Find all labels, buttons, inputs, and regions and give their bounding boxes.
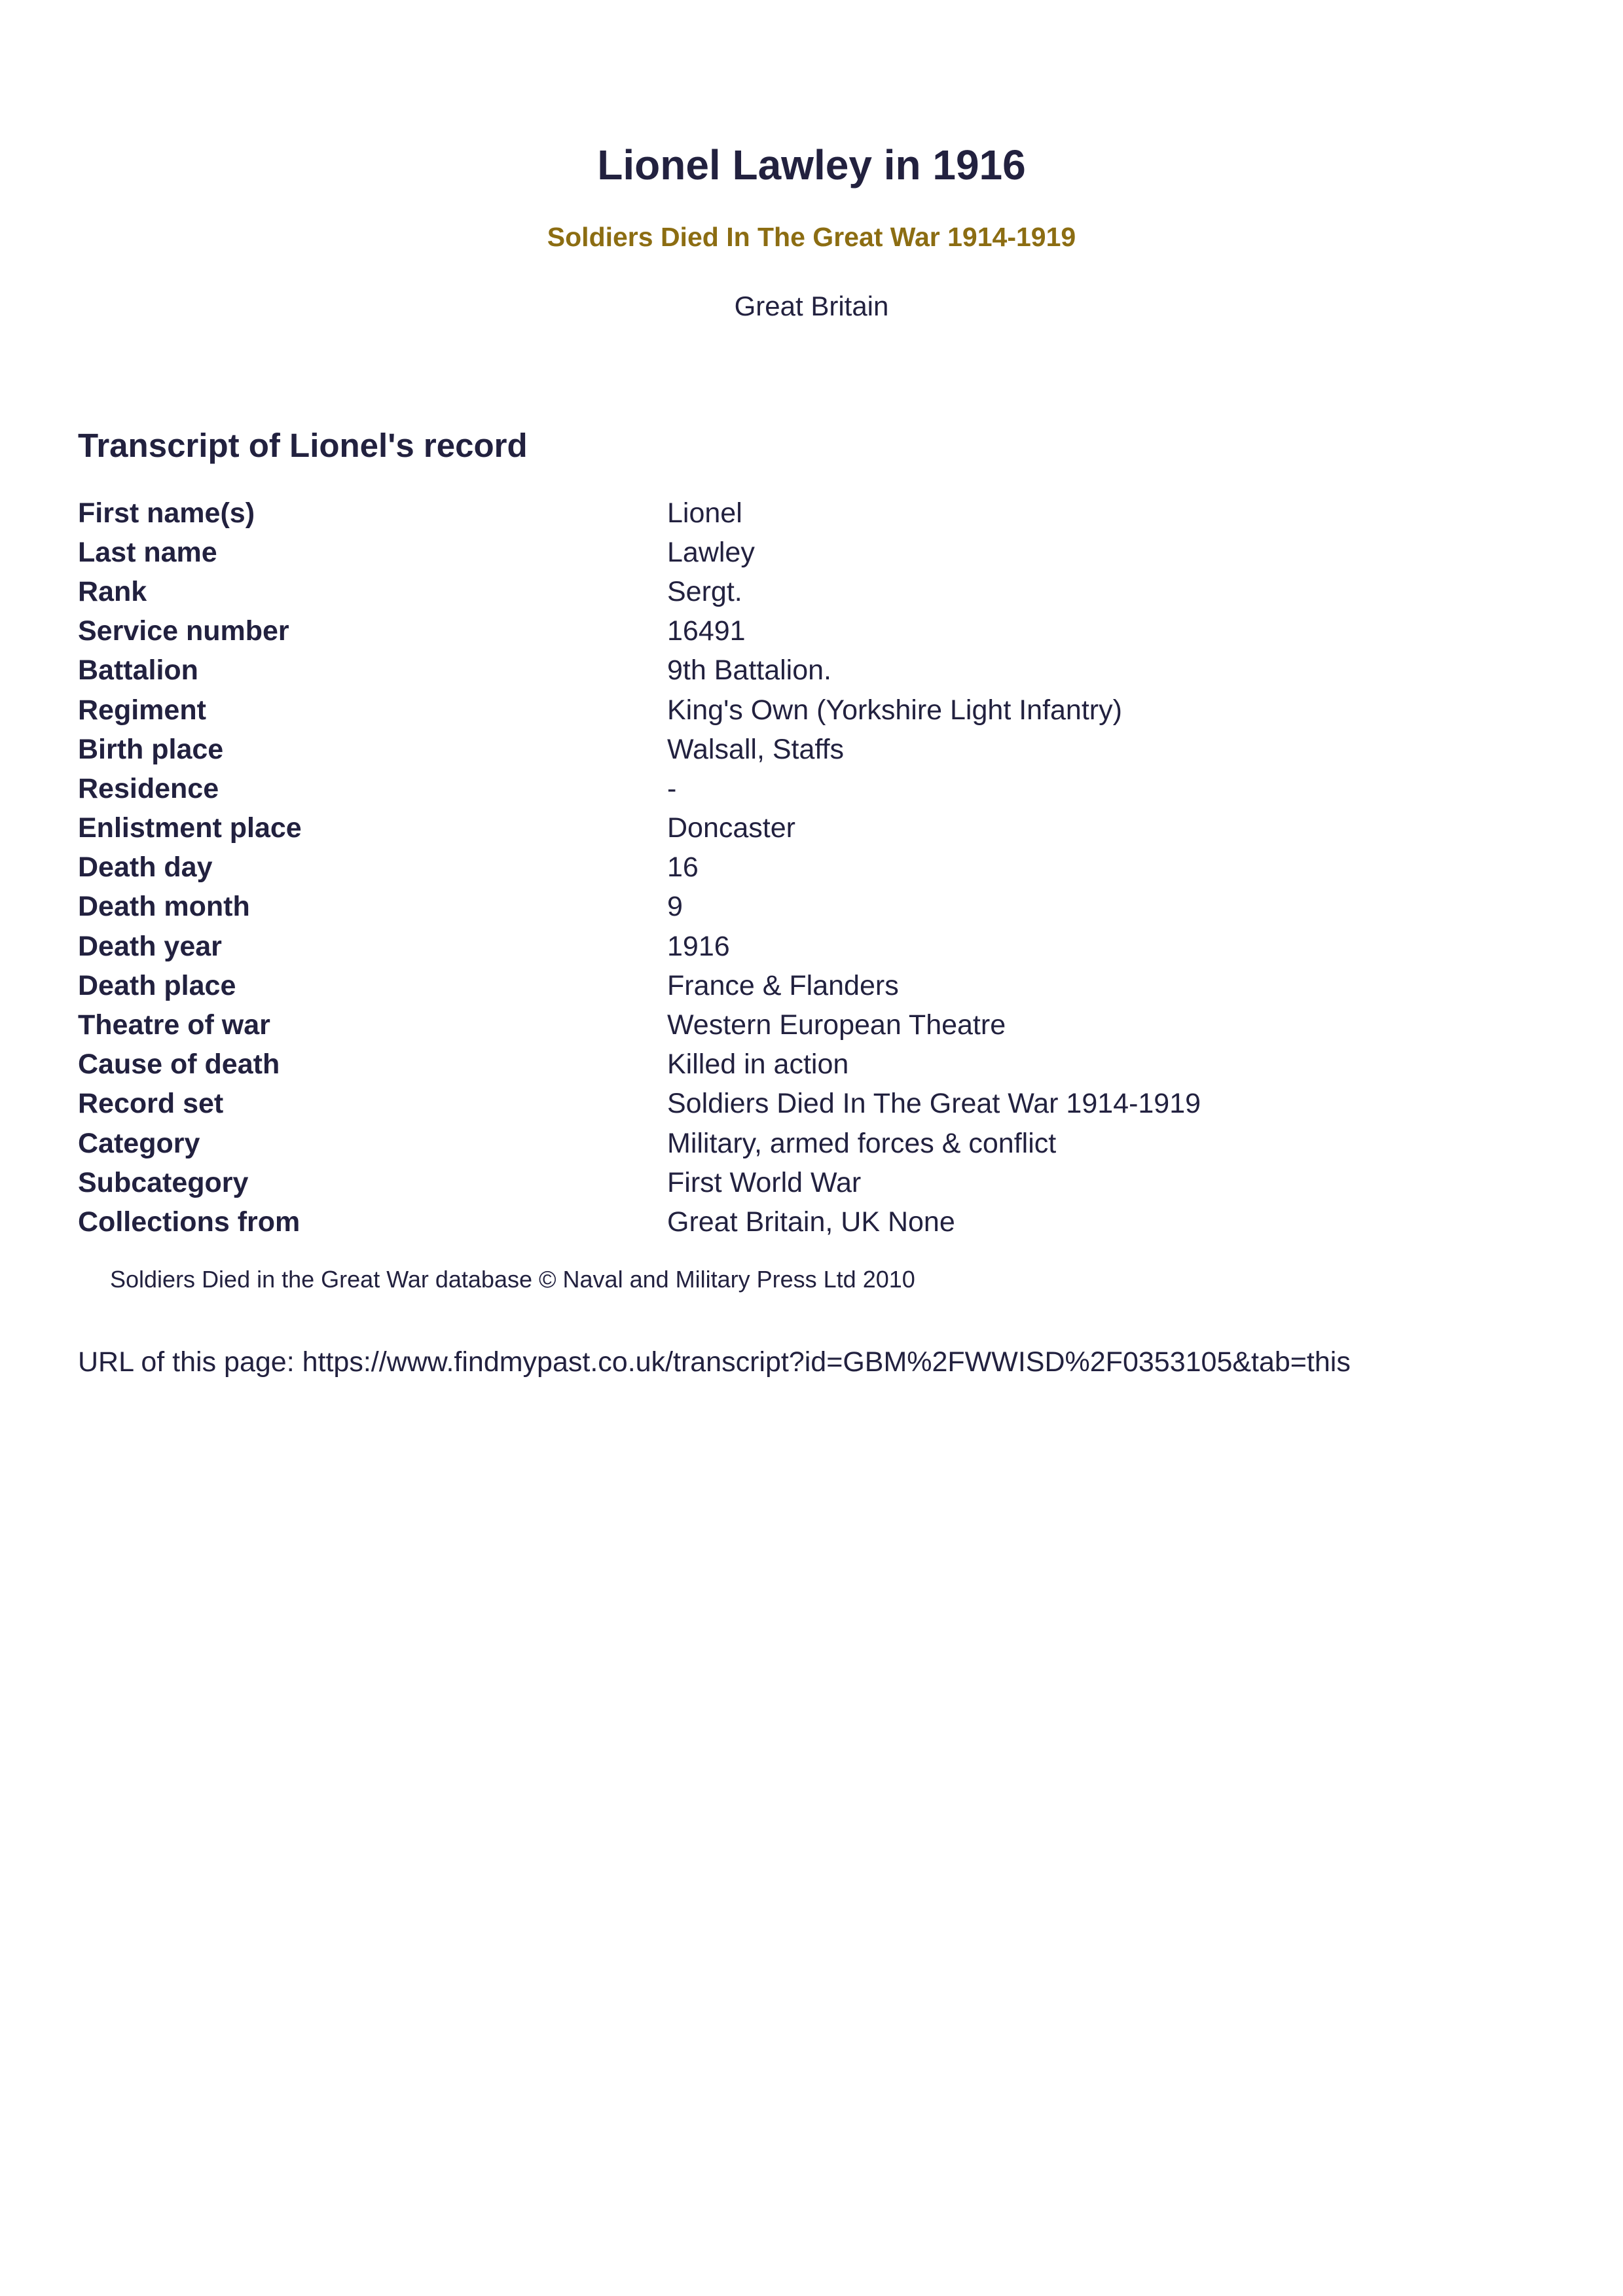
record-row-death-year [78, 927, 1544, 966]
field-value: Lawley [667, 536, 755, 568]
field-label: Death year [78, 930, 222, 962]
field-label: Rank [78, 575, 147, 607]
field-value: Killed in action [667, 1049, 849, 1081]
record-row-death-month [78, 888, 1544, 927]
record-row-birth-place [78, 730, 1544, 769]
field-value: Lionel [667, 497, 742, 529]
field-label: Regiment [78, 694, 206, 726]
record-row-enlistment-place [78, 809, 1544, 848]
record-row-regiment [78, 691, 1544, 730]
field-value: Great Britain, UK None [667, 1206, 955, 1238]
field-label: Last name [78, 536, 217, 568]
record-row-residence [78, 769, 1544, 808]
field-value: 1916 [667, 930, 730, 962]
field-value: Western European Theatre [667, 1009, 1006, 1041]
transcript-table [78, 493, 1544, 1242]
copyright-notice: Soldiers Died in the Great War database © Naval and Military Press Ltd 2010 [110, 1266, 915, 1293]
url-label: URL of this page: [78, 1346, 295, 1378]
page-title: Lionel Lawley in 1916 [597, 141, 1026, 188]
record-row-category [78, 1124, 1544, 1163]
field-label: Death month [78, 891, 250, 923]
field-value: First World War [667, 1166, 862, 1198]
field-label: Birth place [78, 733, 224, 765]
record-row-service-number [78, 612, 1544, 651]
field-label: Category [78, 1127, 200, 1159]
record-set-subtitle: Soldiers Died In The Great War 1914-1919 [547, 222, 1076, 252]
page-url: https://www.findmypast.co.uk/transcript?id=GBM%2FWWISD%2F0353105&tab=this [302, 1346, 1351, 1378]
field-value: Military, armed forces & conflict [667, 1127, 1057, 1159]
field-value: 9th Battalion. [667, 655, 832, 687]
record-row-battalion [78, 651, 1544, 691]
field-value: 16 [667, 852, 699, 884]
record-row-rank [78, 572, 1544, 611]
field-label: Service number [78, 615, 289, 647]
field-label: Subcategory [78, 1166, 249, 1198]
field-label: Death place [78, 969, 236, 1001]
field-label: Residence [78, 772, 219, 804]
field-value: Soldiers Died In The Great War 1914-1919 [667, 1088, 1201, 1120]
field-label: Theatre of war [78, 1009, 270, 1041]
field-value: France & Flanders [667, 969, 899, 1001]
record-row-death-day [78, 848, 1544, 888]
field-value: - [667, 772, 677, 804]
record-row-subcategory [78, 1163, 1544, 1202]
field-label: Battalion [78, 655, 198, 687]
field-label: Collections from [78, 1206, 301, 1238]
field-label: Record set [78, 1088, 224, 1120]
field-label: Enlistment place [78, 812, 302, 844]
field-value: King's Own (Yorkshire Light Infantry) [667, 694, 1122, 726]
field-label: First name(s) [78, 497, 255, 529]
page-url-line [78, 1343, 1351, 1381]
record-row-theatre-of-war [78, 1005, 1544, 1045]
record-row-collections-from [78, 1202, 1544, 1242]
field-label: Cause of death [78, 1049, 280, 1081]
transcript-heading: Transcript of Lionel's record [78, 427, 528, 464]
field-value: 9 [667, 891, 683, 923]
record-row-first-name [78, 493, 1544, 533]
record-row-record-set [78, 1085, 1544, 1124]
field-value: Walsall, Staffs [667, 733, 845, 765]
record-row-last-name [78, 533, 1544, 572]
country-label: Great Britain [734, 291, 889, 321]
record-row-death-place [78, 966, 1544, 1005]
field-value: Sergt. [667, 575, 742, 607]
field-value: 16491 [667, 615, 746, 647]
field-label: Death day [78, 852, 213, 884]
field-value: Doncaster [667, 812, 795, 844]
record-row-cause-of-death [78, 1045, 1544, 1085]
